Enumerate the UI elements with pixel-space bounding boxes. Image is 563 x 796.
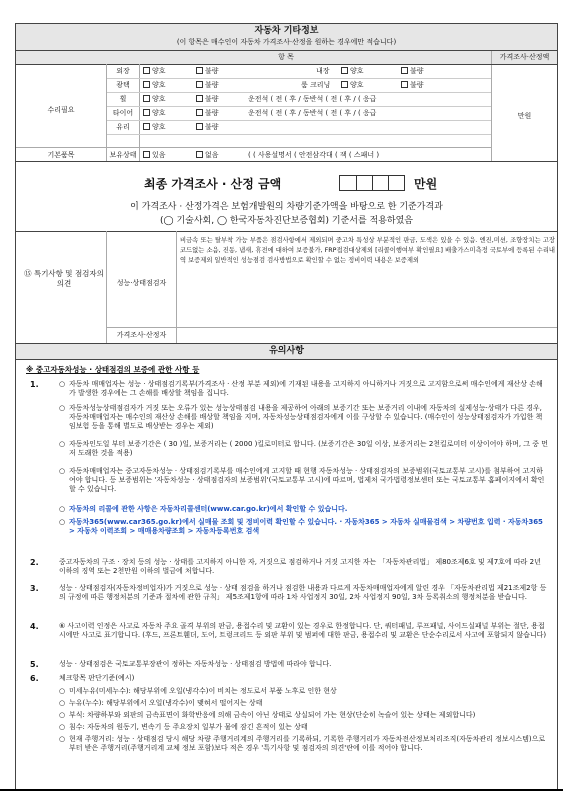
group-basic-label: 기본품목: [47, 151, 75, 159]
checkbox[interactable]: [143, 123, 150, 130]
checker-label: 성능·상태점검자: [116, 279, 167, 287]
checkbox[interactable]: [401, 81, 408, 88]
list-item: 중고자동차의 구조 · 장치 등의 성능 · 상태를 고지하지 아니한 자, 거짓으로 점검하거나 거짓 고지한 자는 「자동차관리법」 제80조제6호 및 제7호에 따라 2년 이하의 징역 또는 2천만원 이하의 벌금에 처합니다.: [59, 558, 541, 576]
column-price-header: 가격조사·산정액: [499, 53, 550, 61]
group-required-label: 수리필요: [47, 106, 75, 114]
checkbox[interactable]: [196, 67, 203, 74]
opinion-label: ⑮ 특기사항 및 점검자의 의견: [24, 269, 104, 288]
final-price-label: 최종 가격조사 · 산정 금액: [144, 177, 282, 191]
checkbox[interactable]: [143, 109, 150, 116]
checkbox[interactable]: [196, 109, 203, 116]
checkbox[interactable]: [196, 123, 203, 130]
list-item: 체크항목 판단기준(예시): [59, 674, 135, 682]
opinion-text: 비금속 또는 탈부착 가능 부품은 점검사항에서 제외되며 중고차 특성상 부분적인 판금, 도색은 있을 수 있음. 엔진,미션, 조향장치는 고장코드없는 소음, 진동, 냄새, 휴전에 대하여 보증불가, FRP접검대상제외 [리콜이행여부 확인필요] 배출가스미측정 국토부에 등록된 수리내역 보증제외 일반적인 성능점검 검사방법으로 확인할 수 없는 정비이력 내용은 보증제외: [180, 237, 555, 264]
notice-heading: ※ 중고자동차성능 · 상태점검의 보증에 관한 사항 등: [26, 365, 200, 374]
section-title: 자동차 기타정보: [254, 26, 319, 36]
final-price-unit: 만원: [414, 177, 438, 191]
checkbox[interactable]: [341, 67, 348, 74]
list-item: 성능 · 상태점검은 국토교통부장관이 정하는 자동차성능 · 상태점검 방법에 따라야 합니다.: [59, 660, 332, 668]
checkbox[interactable]: [143, 67, 150, 74]
checkbox[interactable]: [196, 151, 203, 158]
section-subtitle: (이 항목은 매수인이 자동차 가격조사·산정을 원하는 경우에만 적습니다): [176, 38, 397, 46]
checkbox[interactable]: [196, 95, 203, 102]
list-item: ⑥ 사고이력 인정은 사고로 자동차 주요 골격 부위의 판금, 용접수리 및 교환이 있는 경우로 한정합니다. 단, 쿼터패널, 루프패널, 사이드실패널 부위는 절단, 용접 시에만 사고로 표기합니다. (후드, 프론트휀더, 도어, 트렁크리드 등 외판 부위 및 범퍼에 대한 판금, 용접수리 및 교환은 단순수리로서 사고에 포함되지 않습니다): [59, 622, 547, 640]
list-item: 성능 · 상태점검자(자동차정비업자)가 거짓으로 성능 · 상태 점검을 하거나 점검한 내용과 다르게 자동차매매업자에게 알린 경우 「자동차관리법 제21조제2항 등의 규정에 따른 행정처분의 기준과 절차에 관한 규칙」 제5조제1항에 따라 1차 사업정지 30일, 2차 사업정지 90일, 3차 등록취소의 행정처분을 받습니다.: [59, 584, 547, 602]
checkbox[interactable]: [401, 67, 408, 74]
final-note-2: (◯ 기술사회, ◯ 한국자동차진단보증협회) 기준서를 적용하였음: [160, 216, 413, 226]
checkbox[interactable]: [341, 81, 348, 88]
final-note-1: 이 가격조사 · 산정가격은 보험개발원의 차량기준가액을 바탕으로 한 기준가격과: [130, 202, 443, 212]
final-price-input[interactable]: [339, 175, 405, 191]
price-checker-label: 가격조사·산정자: [116, 331, 167, 339]
checkbox[interactable]: [143, 151, 150, 158]
checkbox[interactable]: [143, 81, 150, 88]
price-unit: 만원: [517, 112, 532, 120]
checkbox[interactable]: [196, 81, 203, 88]
page-bottom-rule: [0, 789, 563, 791]
inspection-form: 자동차 기타정보 (이 항목은 매수인이 자동차 가격조사·산정을 원하는 경우에만 적습니다) 항 목 가격조사·산정액 수리필요 기본품목 만원 외장 양호 불량 내장 양호 불량 광택 양호 불량 룸 크리닝 양호 불량 휠 양호 불량 운전석 ( 전 ( 후 / 동반석 ( 전 ( 후 / ( 응급 타이어 양호 불량 운전석 ( 전 ( 후 / 동반석 ( 전 ( 후 / ( 응급 유리 양호 불량 보유상태 있음 없음 ( ( 사용설명서 ( 안전삼각대 ( 잭 ( 스패너 ) 최종 가격조사 · 산정 금액 만원 이 가격조사 · 산정가격은 보험개발원의 차량기준가액을 바탕으로 한 기준가격과 (◯ 기술사회, ◯ 한국자동차진단보증협회) 기준서를 적용하였음 ⑮ 특기사항 및 점검자의 의견 성능·상태점검자 비금속 또는 탈부착 가능 부품은 점검사항에서 제외되며 중고차 특성상 부분적인 판금, 도색은 있을 수 있음. 엔진,미션, 조향장치는 고장코드없는 소음, 진동, 냄새, 휴전에 대하여 보증불가, FRP접검대상제외 [리콜이행여부 확인필요] 배출가스미측정 국토부에 등록된 수리내역 보증제외 일반적인 성능점검 검사방법으로 확인할 수 없는 정비이력 내용은 보증제외 가격조사·산정자 유의사항 ※ 중고자동차성능 · 상태점검의 보증에 관한 사항 등 1. ○ 자동차 매매업자는 성능 · 상태점검기록부(가격조사 · 산정 부분 제외)에 기재된 내용을 고지하지 아니하거나 거짓으로 고지함으로써 매수인에게 재산상 손해가 발생한 경우에는 그 손해를 배상할 책임을 집니다. ○ 자동차성능상태점검자가 거짓 또는 오류가 있는 성능상태점검 내용을 제공하여 아래의 보증기간 또는 보증거리 이내에 자동차의 실제성능·상태가 다른 경우, 자동차매매업자는 매수인의 재산상 손해를 배상할 책임을 지며, 자동차성능상태점검자에게 이를 구상할 수 있습니다. (매수인이 성능상태점검자가 가입한 책임보험 등을 통해 별도로 배상받는 경우는 제외) ○ 자동차인도일 부터 보증기간은 ( 30 )일, 보증거리는 ( 2000 )킬로미터로 합니다. (보증기간은 30일 이상, 보증거리는 2천킬로미터 이상이어야 하며, 그 중 먼저 도래한 것을 적용) ○ 자동차매매업자는 중고자동차성능 · 상태점검기록부를 매수인에게 고지할 때 현행 자동차성능 · 상태점검자의 보증범위(국토교통부 고시)를 첨부하여 고지하여야 합니다. 등 보증범위는 '자동차성능 · 상태점검자의 보증범위'(국토교통부 고시)에 따르며, 법제처 국가법령정보센터 또는 국토교통부 홈페이지에서 확인할 수 있습니다. ○ 자동차의 리콜에 관한 사항은 자동차리콜센터(www.car.go.kr)에서 확인할 수 있습니다. ○ 자동차365(www.car365.go.kr)에서 실매물 조회 및 정비이력 확인할 수 있습니다. · 자동차365 > 자동차 실매물검색 > 차량번호 입력 · 자동차365 > 자동차 이력조회 > 매매용차량조회 > 자동차등록번호 검색 2. 중고자동차의 구조 · 장치 등의 성능 · 상태를 고지하지 아니한 자, 거짓으로 점검하거나 거짓 고지한 자는 「자동차관리법」 제80조제6호 및 제7호에 따라 2년 이하의 징역 또는 2천만원 이하의 벌금에 처합니다. 3. 성능 · 상태점검자(자동차정비업자)가 거짓으로 성능 · 상태 점검을 하거나 점검한 내용과 다르게 자동차매매업자에게 알린 경우 「자동차관리법 제21조제2항 등의 규정에 따른 행정처분의 기준과 절차에 관한 규칙」 제5조제1항에 따라 1차 사업정지 30일, 2차 사업정지 90일, 3차 등록취소의 행정처분을 받습니다. 4. ⑥ 사고이력 인정은 사고로 자동차 주요 골격 부위의 판금, 용접수리 및 교환이 있는 경우로 한정합니다. 단, 쿼터패널, 루프패널, 사이드실패널 부위는 절단, 용접 시에만 사고로 표기합니다. (후드, 프론트휀더, 도어, 트렁크리드 등 외판 부위 및 범퍼에 대한 판금, 용접수리 및 교환은 단순수리로서 사고에 포함되지 않습니다) 5. 성능 · 상태점검은 국토교통부장관이 정하는 자동차성능 · 상태점검 방법에 따라야 합니다. 6. 체크항목 판단기준(예시) ○ 미세누유(미세누수): 해당부위에 오일(냉각수)이 비치는 정도로서 부품 노후로 인한 현상 ○ 누유(누수): 해당부위에서 오일(냉각수)이 맺혀서 떨어지는 상태 ○ 부식: 차량하부와 외판의 금속표면이 화학반응에 의해 금속이 아닌 상태로 상실되어 가는 현상(단순히 녹슬어 있는 상태는 제외합니다) ○ 침수: 자동차의 원동기, 변속기 등 주요장치 일부가 물에 잠긴 흔적이 있는 상태 ○ 현재 주행거리: 성능 · 상태점검 당시 해당 차량 주행거리계의 주행거리를 기록하되, 기록한 주행거리가 자동차전산정보처리조직(자동차관리 정보시스템)으로부터 받은 주행거리(주행거리계 교체 정보 포함)보다 적은 경우 '특기사항 및 점검자의 의견'란에 이를 적어야 합니다.: [15, 23, 558, 791]
notice-title: 유의사항: [269, 346, 304, 356]
checkbox[interactable]: [143, 95, 150, 102]
column-item-header: 항 목: [278, 53, 294, 61]
